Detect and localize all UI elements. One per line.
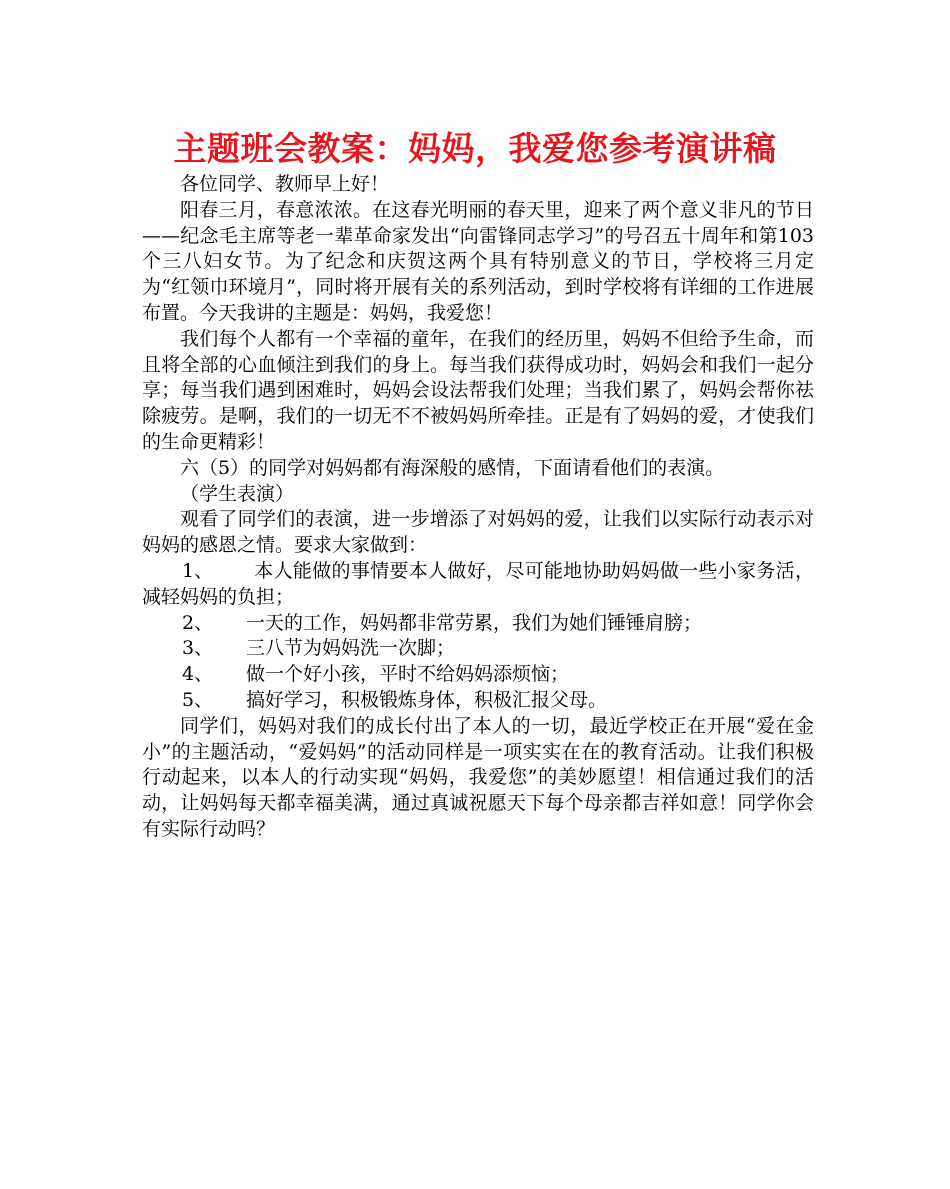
mother-love-paragraph: 我们每个人都有一个幸福的童年，在我们的经历里，妈妈不但给予生命，而且将全部的心血倾注到我们的身上。每当我们获得成功时，妈妈会和我们一起分享；每当我们遇到困难时，妈妈会设法帮我们处理；当我们累了，妈妈会帮你祛除疲劳。是啊，我们的一切无不不被妈妈所牵挂。正是有了妈妈的爱，才使我们的生命更精彩！ (142, 327, 814, 453)
intro-paragraph: 阳春三月，春意浓浓。在这春光明丽的春天里，迎来了两个意义非凡的节日——纪念毛主席等老一辈革命家发出“向雷锋同志学习”的号召五十周年和第103个三八妇女节。为了纪念和庆贺这两个具有特别意义的节日，学校将三月定为“红领巾环境月”，同时将开展有关的系列活动，到时学校将有详细的工作进展布置。今天我讲的主题是：妈妈，我爱您！ (142, 198, 814, 324)
greeting-paragraph: 各位同学、教师早上好！ (180, 173, 390, 195)
list-item (142, 662, 814, 688)
closing-paragraph: 同学们，妈妈对我们的成长付出了本人的一切，最近学校正在开展“爱在金小”的主题活动，“爱妈妈”的活动同样是一项实实在在的教育活动。让我们积极行动起来，以本人的行动实现“妈妈，我爱您”的美妙愿望！相信通过我们的活动，让妈妈每天都幸福美满，通过真诚祝愿天下每个母亲都吉祥如意！同学你会有实际行动吗？ (142, 714, 814, 840)
list-item (142, 636, 814, 662)
list-item-text: 三八节为妈妈洗一次脚； (246, 637, 456, 660)
list-item (142, 611, 814, 637)
performance-note: （学生表演） (180, 482, 295, 505)
performance-intro-paragraph: 六（5）的同学对妈妈都有海深般的感情，下面请看他们的表演。 (180, 456, 725, 479)
list-item-number: 1、 (182, 559, 214, 582)
document-title: 主题班会教案：妈妈，我爱您参考演讲稿 (173, 129, 777, 168)
list-item-text: 搞好学习，积极锻炼身体，积极汇报父母。 (246, 688, 608, 711)
list-item-text: 一天的工作，妈妈都非常劳累，我们为她们锤锤肩膀； (246, 611, 703, 634)
list-item (142, 688, 814, 714)
list-item (142, 559, 814, 611)
requirements-intro-paragraph: 观看了同学们的表演，进一步增添了对妈妈的爱，让我们以实际行动表示对妈妈的感恩之情。要求大家做到： (142, 508, 814, 557)
document-body (142, 172, 814, 843)
list-item-number: 3、 (182, 637, 214, 660)
list-item-text: 本人能做的事情要本人做好，尽可能地协助妈妈做一些小家务活，减轻妈妈的负担； (142, 559, 814, 608)
list-item-number: 5、 (182, 688, 214, 711)
list-item-number: 2、 (182, 611, 214, 634)
list-item-text: 做一个好小孩，平时不给妈妈添烦恼； (246, 663, 570, 686)
list-item-number: 4、 (182, 663, 214, 686)
requirements-list (142, 559, 814, 714)
